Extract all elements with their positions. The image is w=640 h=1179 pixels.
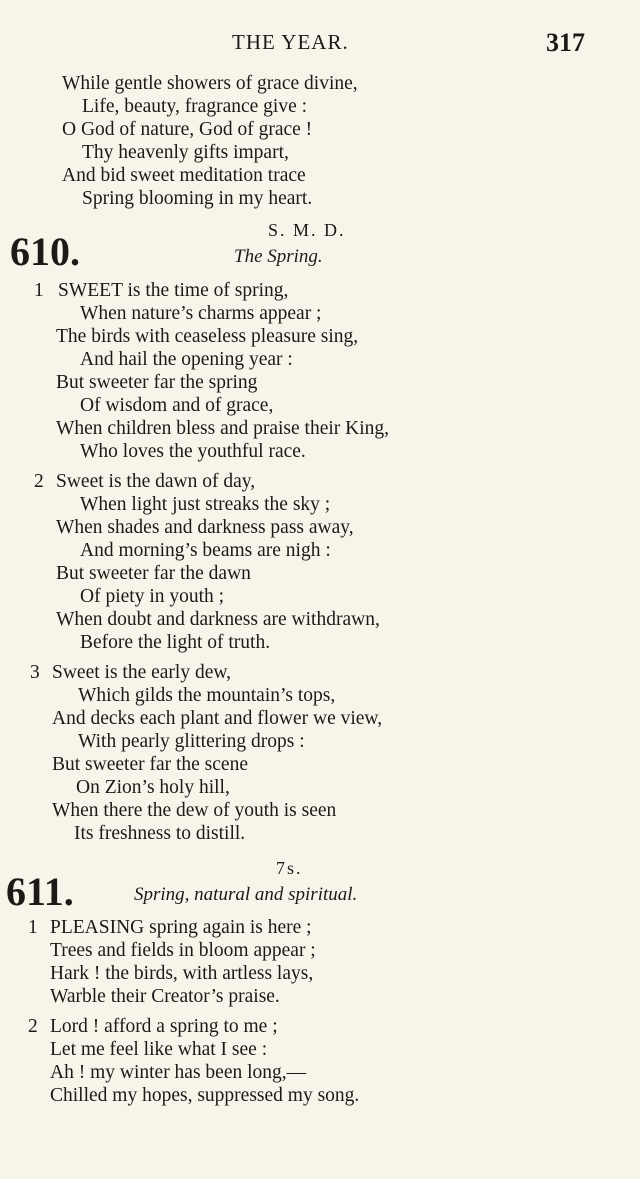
verse-line: When doubt and darkness are withdrawn, (56, 609, 380, 630)
verse-number: 2 (34, 471, 44, 492)
running-header: THE YEAR. (232, 30, 349, 54)
verse-line: O God of nature, God of grace ! (62, 119, 313, 140)
hymn-title: The Spring. (234, 246, 323, 267)
hymn-number: 610. (10, 229, 80, 274)
verse-number: 1 (28, 917, 38, 938)
verse-line: SWEET is the time of spring, (58, 280, 289, 301)
verse-line: When nature’s charms appear ; (80, 303, 322, 324)
verse-line: While gentle showers of grace divine, (62, 73, 358, 94)
verse-line: The birds with ceaseless pleasure sing, (56, 326, 359, 347)
verse-number: 2 (28, 1016, 38, 1037)
verse-line: When light just streaks the sky ; (80, 494, 331, 515)
verse-line: Its freshness to distill. (74, 823, 246, 844)
verse-line: Who loves the youthful race. (80, 441, 306, 462)
verse-line: And morning’s beams are nigh : (80, 540, 331, 561)
verse-line: Hark ! the birds, with artless lays, (50, 963, 314, 984)
verse-line: And decks each plant and flower we view, (52, 708, 383, 729)
verse-line: On Zion’s holy hill, (76, 777, 230, 798)
verse-line: Thy heavenly gifts impart, (82, 142, 289, 163)
verse-line: Of wisdom and of grace, (80, 395, 274, 416)
verse-line: Sweet is the early dew, (52, 662, 232, 683)
verse-line: Lord ! afford a spring to me ; (50, 1016, 278, 1037)
hymn-title: Spring, natural and spiritual. (134, 884, 358, 905)
verse-line: With pearly glittering drops : (78, 731, 305, 752)
verse-line: When there the dew of youth is seen (52, 800, 337, 821)
verse-line: Life, beauty, fragrance give : (82, 96, 308, 117)
verse-number: 3 (30, 662, 40, 683)
verse-line: Ah ! my winter has been long,— (50, 1062, 307, 1083)
verse-line: But sweeter far the dawn (56, 563, 251, 584)
page-number: 317 (546, 28, 585, 57)
verse-line: Spring blooming in my heart. (82, 188, 313, 209)
verse-line: Sweet is the dawn of day, (56, 471, 256, 492)
verse-line: Before the light of truth. (80, 632, 271, 653)
verse-line: When children bless and praise their King, (56, 418, 390, 439)
verse-line: But sweeter far the scene (52, 754, 248, 775)
verse-line: When shades and darkness pass away, (56, 517, 354, 538)
verse-line: Trees and fields in bloom appear ; (50, 940, 316, 961)
verse-line: Warble their Creator’s praise. (50, 986, 280, 1007)
verse-line: Chilled my hopes, suppressed my song. (50, 1085, 360, 1106)
verse-line: And bid sweet meditation trace (62, 165, 306, 186)
verse-line: And hail the opening year : (80, 349, 293, 370)
verse-number: 1 (34, 280, 44, 301)
hymn-meter: S. M. D. (268, 220, 346, 240)
verse-line: Of piety in youth ; (80, 586, 225, 607)
verse-line: PLEASING spring again is here ; (50, 917, 312, 938)
verse-line: Which gilds the mountain’s tops, (78, 685, 336, 706)
hymn-meter: 7s. (276, 858, 303, 878)
verse-line: But sweeter far the spring (56, 372, 258, 393)
hymn-number: 611. (6, 869, 74, 914)
verse-line: Let me feel like what I see : (50, 1039, 268, 1060)
